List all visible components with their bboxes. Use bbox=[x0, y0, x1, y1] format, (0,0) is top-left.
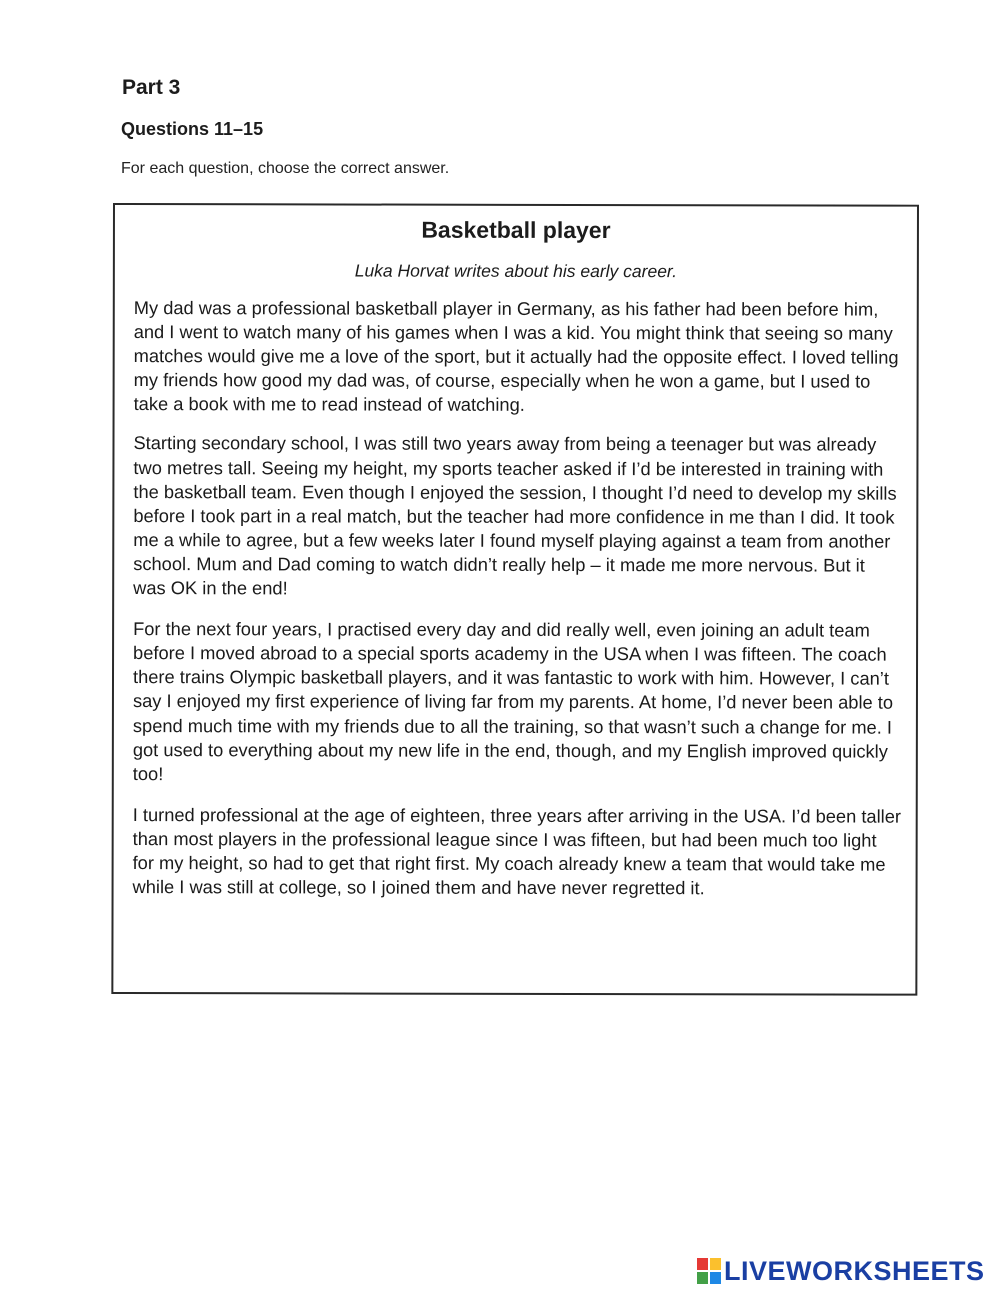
logo-square-yellow bbox=[710, 1258, 721, 1270]
article-subtitle: Luka Horvat writes about his early career. bbox=[354, 260, 678, 282]
liveworksheets-logo-icon bbox=[697, 1258, 721, 1284]
article-paragraph-1: My dad was a professional basketball player in Germany, as his father had been before him, and I went to watch many of his games when I was a kid. You might think that seeing so many matches would give me a love of the sport, but it actually had the opposite effect. I loved telling my friends how good my dad was, of course, especially when he won a game, but I used to take a book with me to read instead of watching. bbox=[133, 297, 899, 416]
logo-square-blue bbox=[710, 1272, 721, 1284]
article-paragraph-2: Starting secondary school, I was still two years away from being a teenager but was already two metres tall. Seeing my height, my sports teacher asked if I’d be interested in training with the basketball team. Even though I enjoyed the session, I thought I’d need to develop my skills before I took part in a real match, but the teacher had more confidence in me than I did. It took me a while to agree, but a few weeks later I found myself playing against a team from another school. Mum and Dad coming to watch didn’t really help – it made me more nervous. But it was OK in the end! bbox=[133, 432, 897, 599]
article-paragraph-3: For the next four years, I practised every day and did really well, even joining an adult team before I moved abroad to a special sports academy in the USA when I was fifteen. The coach there trains Olympic basketball players, and it was fantastic to work with him. However, I can’t say I enjoyed my first experience of living far from my parents. At home, I’d never been able to spend much time with my friends due to all the training, so that wasn’t such a change for me. I got used to everything about my new life in the end, though, and my English improved quickly too! bbox=[132, 618, 894, 784]
instructions-text: For each question, choose the correct answer. bbox=[121, 160, 450, 177]
logo-square-green bbox=[697, 1272, 708, 1284]
article-paragraph-4: I turned professional at the age of eighteen, three years after arriving in the USA. I’d been taller than most players in the professional league since I was fifteen, but had been much too light for my height, so had to get that right first. My coach already knew a team that would take me while I was still at college, so I joined them and have never regretted it. bbox=[132, 803, 902, 899]
brand-name: LIVEWORKSHEETS bbox=[724, 1255, 985, 1286]
part-title: Part 3 bbox=[122, 76, 181, 99]
reading-text-box bbox=[111, 203, 919, 996]
questions-heading: Questions 11–15 bbox=[121, 119, 264, 139]
liveworksheets-brand[interactable] bbox=[697, 1255, 985, 1287]
logo-square-red bbox=[697, 1258, 708, 1270]
article-title: Basketball player bbox=[421, 216, 611, 244]
